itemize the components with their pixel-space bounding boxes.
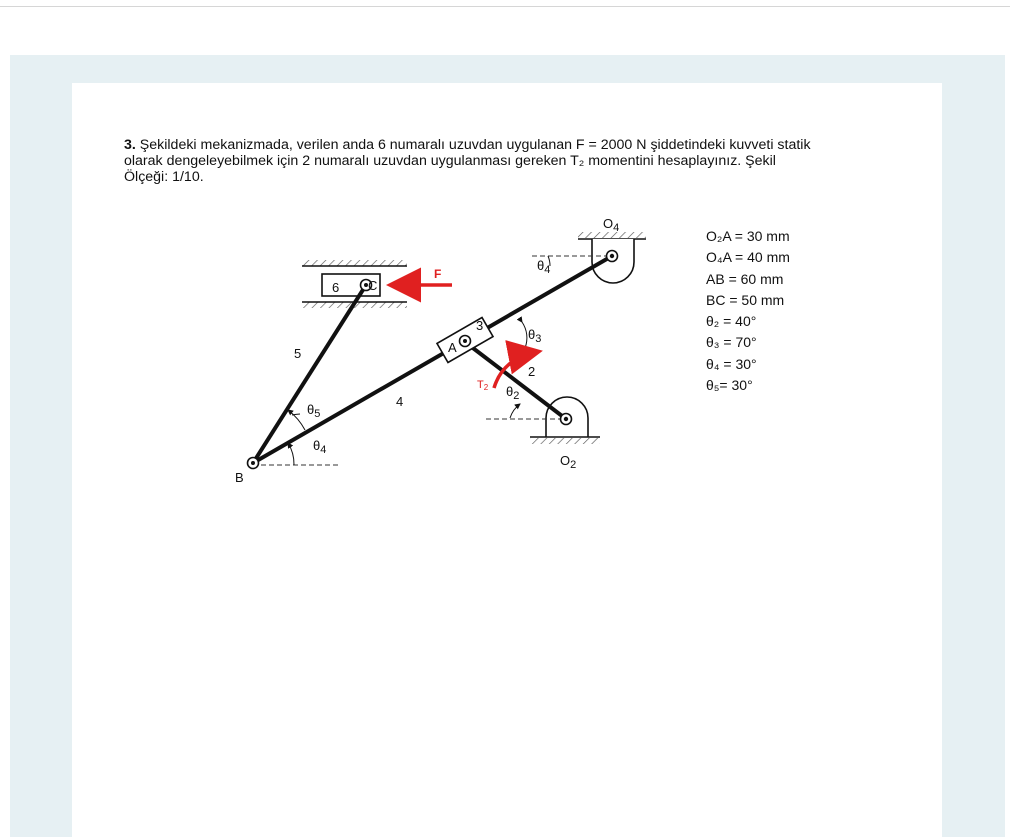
link-5 <box>253 285 366 463</box>
label-link-3: 3 <box>476 318 484 333</box>
question-number: 3. <box>124 137 136 153</box>
label-link-6: 6 <box>332 280 340 295</box>
question-line-3: Ölçeği: 1/10. <box>124 169 204 185</box>
param-o2a: O₂A = 30 mm <box>706 228 790 244</box>
param-theta3: θ₃ = 70° <box>706 334 757 351</box>
label-theta2: $\theta_2$ <box>506 384 520 402</box>
label-theta3: $\theta_3$ <box>528 327 542 345</box>
param-ab: AB = 60 mm <box>706 270 784 287</box>
label-c: C <box>368 278 378 293</box>
question-line-2: olarak dengeleyebilmek için 2 numaralı uzuvdan uygulanması gereken T₂ momentini hesaplayınız. Şekil <box>124 153 776 169</box>
label-link-5: 5 <box>294 346 302 361</box>
label-a: A <box>448 340 457 355</box>
label-torque: T2 <box>477 379 489 392</box>
question-line-1: Şekildeki mekanizmada, verilen anda 6 numaralı uzuvdan uygulanan F = 2000 N şiddetindeki kuvveti statik <box>139 137 811 153</box>
label-force: F <box>434 267 442 281</box>
label-theta5: $\theta_5$ <box>307 402 321 420</box>
param-o4a: O₄A = 40 mm <box>706 249 790 266</box>
label-o4: $O_4$ <box>603 216 620 234</box>
label-theta4-o4: $\theta_4$ <box>537 258 551 276</box>
param-theta2: θ₂ = 40° <box>706 313 757 330</box>
label-theta4-b: $\theta_4$ <box>313 438 327 456</box>
param-theta4: θ₄ = 30° <box>706 355 757 372</box>
label-link-4: 4 <box>396 394 404 409</box>
label-o2: $O_2$ <box>560 453 577 471</box>
label-link-2: 2 <box>528 364 536 379</box>
param-theta5: θ₅= 30° <box>706 377 753 394</box>
label-b: B <box>235 470 244 485</box>
param-bc: BC = 50 mm <box>706 291 785 308</box>
